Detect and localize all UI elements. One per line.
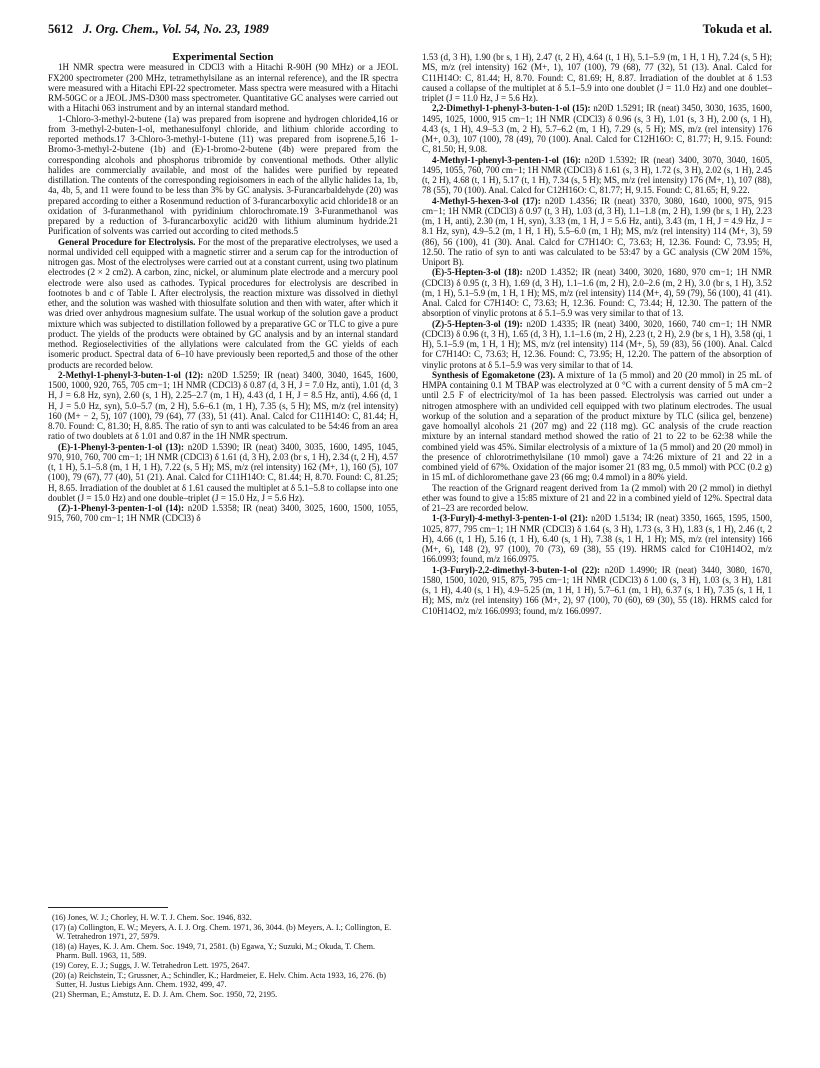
footnote: (17) (a) Collington, E. W.; Meyers, A. I. J. Org. Chem. 1971, 36, 3044. (b) Meyers, A. I.; Collington, E. W. Tetrahedron 1971, 27, 5979. <box>52 922 392 942</box>
compound-17-paragraph <box>422 196 772 268</box>
section-title: Experimental Section <box>172 52 274 63</box>
compound-data: n20D 1.5134; IR (neat) 3350, 1665, 1595, 1500, 1025, 877, 795 cm−1; 1H NMR (CDCl3) δ 1.64 (s, 3 H), 1.73 (s, 3 H), 1.83 (s, 1 H), 2.46 (t, 2 H), 4.66 (t, 1 H), 5.16 (t, 1 H), 6.40 (s, 1 H), 7.38 (s, 1 H, 1 H); MS, m/z (rel intensity) 166 (M+, 6), 148 (2), 97 (100), 70 (73), 69 (38), 55 (19). HRMS calcd for C10H14O2, m/z 166.0993; found, m/z 166.0975. <box>422 513 772 565</box>
compound-name: (Z)-1-Phenyl-3-penten-1-ol (14): <box>58 503 184 513</box>
compound-18-paragraph <box>422 267 772 318</box>
footnote: (16) Jones, W. J.; Chorley, H. W. T. J. Chem. Soc. 1946, 832. <box>52 913 252 922</box>
compound-name: (E)-1-Phenyl-3-penten-1-ol (13): <box>58 441 184 452</box>
compound-name: 4-Methyl-1-phenyl-3-penten-1-ol (16): <box>432 154 581 165</box>
compound-name: 1-(3-Furyl)-4-methyl-3-penten-1-ol (21): <box>432 513 589 524</box>
footnote: (19) Corey, E. J.; Suggs, J. W. Tetrahedron Lett. 1975, 2647. <box>52 960 250 970</box>
compound-name: 4-Methyl-5-hexen-3-ol (17): <box>432 195 541 206</box>
left-column <box>48 52 398 902</box>
compound-data: n20D 1.5392; IR (neat) 3400, 3070, 3040, 1605, 1495, 1055, 760, 700 cm−1; 1H NMR (CDCl3) δ 1.61 (s, 3 H), 1.72 (s, 3 H), 2.02 (s, 1 H), 2.45 (t, 2 H), 4.68 (t, 1 H), 5.17 (t, 1 H), 7.34 (s, 5 H); MS, m/z (rel intensity) 176 (M+, 1), 107 (88), 78 (55), 70 (100). Anal. Calcd for C12H16O: C, 81.77; H, 9.15. Found: C, 81.65; H, 9.22. <box>422 154 772 196</box>
compound-data: n20D 1.4356; IR (neat) 3370, 3080, 1640, 1000, 975, 915 cm−1; 1H NMR (CDCl3) δ 0.97 (t, 3 H), 1.03 (d, 3 H), 1.1–1.8 (m, 2 H), 1.99 (br s, 1 H), 2.23 (m, 1 H, anti), 2.30 (m, 1 H, syn), 3.33 (m, 1 H, J = 5.6 Hz, anti), 3.43 (m, 1 H, J = 4.9 Hz, J = 8.1 Hz, syn), 4.9–5.2 (m, 1 H, 1 H), 5.5–6.0 (m, 1 H); MS, m/z (rel intensity) 114 (M+, 3), 59 (86), 56 (100), 41 (30). Anal. Calcd for C7H14O: C, 73.63; H, 12.36. Found: C, 73.95; H, 12.50. The ratio of syn to anti was calculated to be 53:47 by a GC analysis (CW 20M 15%, Uniport B). <box>422 195 772 267</box>
general-procedure-text: For the most of the preparative electrolyses, we used a normal undivided cell equipped with a magnetic stirrer and a serum cap for the introduction of nitrogen gas. Most of the electrolyses were carried out at a constant current, using two platinum electrodes (2 × 2 cm2). A carbon, zinc, nickel, or aluminum plate electrode and a mercury pool electrode were also used as cathodes. Typical procedures for electrolysis are described in footnotes b and c of Table I. After electrolysis, the reaction mixture was dissolved in diethyl ether, and the solution was washed with thiosulfate solution and then with water, after which it was dried over anhydrous magnesium sulfate. The usual workup of the solution gave a product mixture which was subjected to distillation followed by a preparative GC or TLC to give a pure product. The yields of the products were obtained by GC analysis and by an internal standard method. Regioselectivities of the allylations were calculated from the GC yields of each isomeric product. Spectral data of 6–10 have previously been reported,5 and those of the other products are recorded below. <box>48 236 398 370</box>
synthesis-paragraph <box>422 370 772 483</box>
compound-data: n20D 1.4990; IR (neat) 3440, 3080, 1670, 1580, 1500, 1020, 915, 875, 795 cm−1; 1H NMR (CDCl3) δ 1.00 (s, 3 H), 1.03 (s, 3 H), 1.81 (s, 1 H), 4.40 (s, 1 H), 4.9–5.25 (m, 1 H, 1 H), 5.7–6.1 (m, 1 H), 6.37 (s, 1 H), 7.35 (s, 1 H, 1 H); MS, m/z (rel intensity) 166 (M+, 2), 97 (100), 70 (60), 69 (30), 55 (18). HRMS calcd for C10H14O2, m/z 166.0993; found, m/z 166.0997. <box>422 564 772 616</box>
compound-21-paragraph <box>422 513 772 564</box>
compound-name: 2,2-Dimethyl-1-phenyl-3-buten-1-ol (15): <box>432 103 591 114</box>
compound-data: n20D 1.5358; IR (neat) 3400, 3025, 1600, 1500, 1055, 915, 760, 700 cm−1; 1H NMR (CDCl3) δ <box>48 503 398 524</box>
materials-paragraph: 1-Chloro-3-methyl-2-butene (1a) was prepared from isoprene and hydrogen chloride4,16 or from 3-methyl-2-buten-1-ol, methanesulfonyl chloride, and lithium chloride according to reported methods.17 3-Chloro-3-methyl-1-butene (11) was prepared from isoprene.5,16 1-Bromo-3-methyl-2-butene (1b) and (E)-1-bromo-2-butene (4b) were prepared from the corresponding alcohols and phosphorus tribromide by conventional methods. Other allylic halides are commercially available, and most of the halides were purified by repeated distillation. The contents of the corresponding regioisomers in each of the allylic halides 1a, 1b, 4a, 4b, 5, and 11 were found to be less than 3% by GC analysis. 3-Furancarbaldehyde (20) was prepared according to either a Rosenmund reduction of 3-furancarboxylic acid chloride18 or an oxidation of 3-furanmethanol with pyridinium chlorochromate.19 3-Furanmethanol was prepared by a reduction of 3-furancarboxylic acid20 with lithium aluminum hydride.21 Purification of solvents was carried out according to cited methods.5 <box>48 113 398 237</box>
footnote-rule <box>48 907 168 908</box>
intro-paragraph: 1H NMR spectra were measured in CDCl3 with a Hitachi R-90H (90 MHz) or a JEOL FX200 spectrometer (200 MHz, tetramethylsilane as an internal reference), and the IR spectra were measured with a Hitachi EPI-22 spectrometer. Mass spectra were measured with a Hitachi RM-50GC or a JEOL JMS-D300 mass spectrometer. Quantitative GC analyses were carried out with a Hitachi 063 instrument and by an internal standard method. <box>48 62 398 114</box>
compound-15-paragraph <box>422 103 772 154</box>
footnote: (18) (a) Hayes, K. J. Am. Chem. Soc. 1949, 71, 2581. (b) Egawa, Y.; Suzuki, M.; Okuda, T. Chem. Pharm. Bull. 1963, 11, 589. <box>52 941 376 961</box>
general-procedure-heading: General Procedure for Electrolysis. <box>58 236 196 247</box>
compound-name: 2-Methyl-1-phenyl-3-buten-1-ol (12): <box>58 369 204 380</box>
running-header <box>48 22 772 40</box>
compound-13-paragraph <box>48 442 398 504</box>
compound-data: n20D 1.5291; IR (neat) 3450, 3030, 1635, 1600, 1495, 1025, 1000, 915 cm−1; 1H NMR (CDCl3) δ 0.96 (s, 3 H), 1.01 (s, 3 H), 2.00 (s, 1 H), 4.43 (s, 1 H), 4.9–5.3 (m, 2 H), 5.7–6.2 (m, 1 H), 7.29 (s, 5 H); MS, m/z (rel intensity) 176 (M+, 0.3), 107 (100), 78 (49), 70 (100). Anal. Calcd for C12H16O: C, 81.77; H, 9.15. Found: C, 81.50; H, 9.08. <box>422 103 772 155</box>
compound-19-paragraph <box>422 319 772 370</box>
footnotes <box>48 913 398 1063</box>
compound-data: n20D 1.4352; IR (neat) 3400, 3020, 1680, 970 cm−1; 1H NMR (CDCl3) δ 0.95 (t, 3 H), 1.69 (d, 3 H), 1.1–1.6 (m, 2 H), 2.0–2.6 (m, 2 H), 3.0 (br s, 1 H), 3.52 (m, 1 H), 5.1–5.9 (m, 1 H, 1 H); MS, m/z (rel intensity) 114 (M+, 4), 59 (79), 56 (100), 41 (41). Anal. Calcd for C7H14O: C, 73.63; H, 12.36. Found: C, 73.44; H, 12.30. The pattern of the absorption of vinylic protons at δ 5.1–5.9 was very similar to that of 13. <box>422 267 772 319</box>
compound-14-paragraph <box>48 503 398 524</box>
synthesis-heading: Synthesis of Egomaketone (23). <box>432 369 556 380</box>
compound-name: 1-(3-Furyl)-2,2-dimethyl-3-buten-1-ol (22): <box>432 564 601 575</box>
compound-name: (E)-5-Hepten-3-ol (18): <box>432 267 523 278</box>
continuation-paragraph: 1.53 (d, 3 H), 1.90 (br s, 1 H), 2.47 (t, 2 H), 4.64 (t, 1 H), 5.1–5.9 (m, 1 H, 1 H), 7.24 (s, 5 H); MS, m/z (rel intensity) 162 (M+, 1), 107 (100), 79 (68), 77 (32), 51 (13). Anal. Calcd for C11H14O: C, 81.44; H, 8.70. Found: C, 81.69; H, 8.87. Irradiation of the doublet at δ 1.53 caused a collapse of the multiplet at δ 5.1–5.9 into one doublet (J = 11.0 Hz) and one doublet–triplet (J = 11.0 Hz, J = 5.6 Hz). <box>422 52 772 103</box>
page-number: 5612 <box>48 22 73 36</box>
footnote: (20) (a) Reichstein, T.; Grussner, A.; Schindler, K.; Hardmeier, E. Helv. Chim. Acta 1933, 16, 276. (b) Sutter, H. Justus Liebigs Ann. Chem. 1932, 499, 47. <box>52 970 387 990</box>
grignard-paragraph: The reaction of the Grignard reagent derived from 1a (2 mmol) with 20 (2 mmol) in diethyl ether was found to give a 15:85 mixture of 21 and 22 in a combined yield of 12%. Spectral data of 21–23 are recorded below. <box>422 482 772 513</box>
compound-data: n20D 1.5390; IR (neat) 3400, 3035, 1600, 1495, 1045, 970, 910, 760, 700 cm−1; 1H NMR (CDCl3) δ 1.61 (d, 3 H), 2.03 (br s, 1 H), 2.34 (t, 2 H), 4.57 (t, 1 H), 5.1–5.8 (m, 1 H, 1 H), 7.22 (s, 5 H); MS, m/z (rel intensity) 162 (M+, 1), 160 (5), 107 (100), 79 (67), 77 (40), 51 (21). Anal. Calcd for C11H14O: C, 81.44; H, 8.70. Found: C, 81.25; H, 8.65. Irradiation of the doublet at δ 1.61 caused the multiplet at δ 5.1–5.8 to collapse into one doublet (J = 15.0 Hz) and one double–triplet (J = 15.0 Hz, J = 5.6 Hz). <box>48 441 398 503</box>
compound-data: n20D 1.4335; IR (neat) 3400, 3020, 1660, 740 cm−1; 1H NMR (CDCl3) δ 0.96 (t, 3 H), 1.65 (d, 3 H), 1.1–1.6 (m, 2 H), 2.23 (t, 2 H), 2.9 (br s, 1 H), 3.58 (qi, 1 H), 5.1–5.9 (m, 1 H, 1 H); MS, m/z (rel intensity) 114 (M+, 5), 59 (83), 56 (100). Anal. Calcd for C7H14O: C, 73.63; H, 12.36. Found: C, 73.95; H, 12.20. The pattern of the absorption of vinylic protons at δ 5.1–5.9 was very similar to that of 14. <box>422 318 772 370</box>
compound-16-paragraph <box>422 155 772 196</box>
compound-22-paragraph <box>422 565 772 616</box>
footnote: (21) Sherman, E.; Amstutz, E. D. J. Am. Chem. Soc. 1950, 72, 2195. <box>52 989 278 999</box>
compound-data: n20D 1.5259; IR (neat) 3400, 3040, 1645, 1600, 1500, 1000, 920, 765, 705 cm−1; 1H NMR (CDCl3) δ 0.87 (d, 3 H, J = 7.0 Hz, anti), 1.01 (d, 3 H, J = 6.8 Hz, syn), 2.60 (s, 1 H), 2.25–2.7 (m, 1 H), 4.43 (d, 1 H, J = 8.5 Hz, anti), 4.66 (d, 1 H, J = 5.0 Hz, syn), 5.0–5.7 (m, 2 H), 5.6–6.1 (m, 1 H), 7.35 (s, 5 H); MS, m/z (rel intensity) 160 (M+ − 2, 5), 107 (100), 79 (64), 77 (33), 51 (41). Anal. Calcd for C11H14O: C, 81.44; H, 8.70. Found: C, 81.30; H, 8.85. The ratio of syn to anti was calculated to be 54:46 from an area ratio of two doublets at δ 1.01 and 0.87 in the 1H NMR spectrum. <box>48 369 398 442</box>
running-author: Tokuda et al. <box>702 22 772 36</box>
compound-12-paragraph <box>48 370 398 442</box>
right-column <box>422 52 772 1052</box>
synthesis-text: A mixture of 1a (5 mmol) and 20 (20 mmol) in 25 mL of HMPA containing 0.1 M TBAP was electrolyzed at 0 °C with a current density of 5 mA cm−2 until 2.5 F of electricity/mol of 1a has been passed. Electrolysis was carried out under a nitrogen atmosphere with an undivided cell equipped with two platinum electrodes. The usual workup of the solution and a separation of the product mixture by TLC (silica gel, benzene) gave homoallyl alcohols 21 (207 mg) and 22 (118 mg). GC analysis of the crude reaction mixture by an internal standard method showed the ratio of 21 to 22 to be 62:38 while the combined yield was 45%. Similar electrolysis of a mixture of 1a (5 mmol) and 20 (20 mmol) in the presence of chlorotrimethylsilane (10 mmol) gave a 74:26 mixture of 21 and 22 in a combined yield of 67%. Oxidation of the major isomer 21 (83 mg, 0.5 mmol) with PCC (0.2 g) in 15 mL of dichloromethane gave 23 (66 mg; 0.4 mmol) in a 80% yield. <box>422 369 772 483</box>
general-procedure-paragraph <box>48 237 398 370</box>
journal-citation: J. Org. Chem., Vol. 54, No. 23, 1989 <box>83 22 269 36</box>
compound-name: (Z)-5-Hepten-3-ol (19): <box>432 318 523 329</box>
